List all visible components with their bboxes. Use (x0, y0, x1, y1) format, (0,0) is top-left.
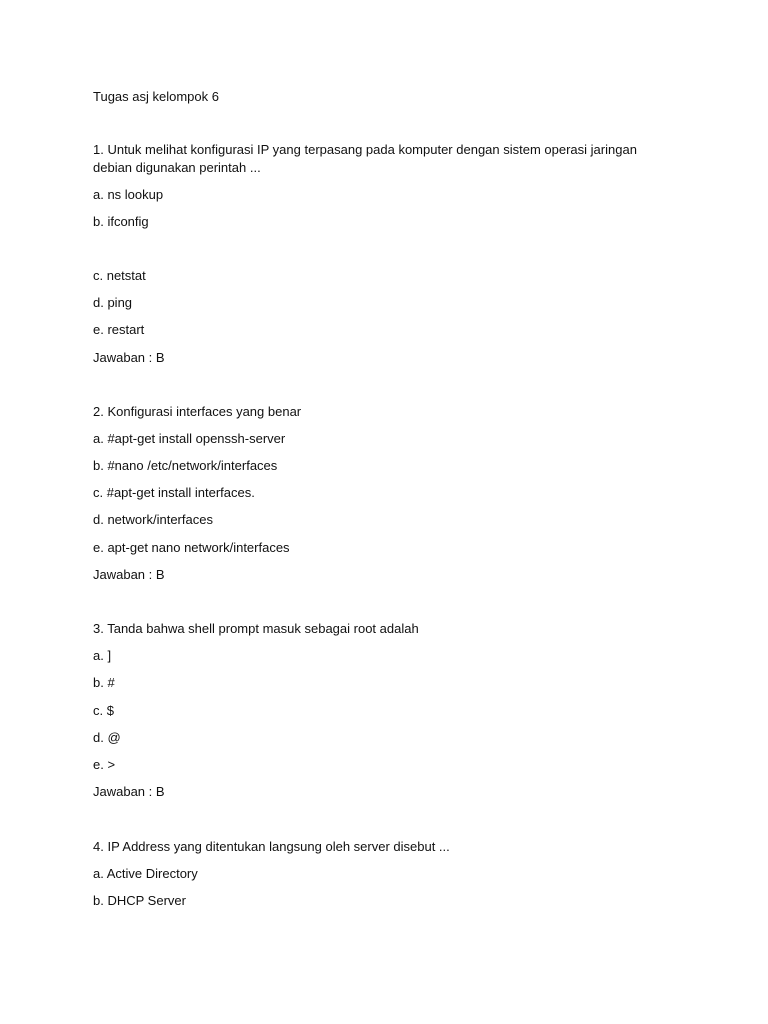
option-d: d. ping (93, 295, 133, 310)
option-e: e. > (93, 757, 116, 772)
option-e: e. apt-get nano network/interfaces (93, 540, 290, 555)
option-a: a. #apt-get install openssh-server (93, 431, 286, 446)
question-stem-line: debian digunakan perintah ... (93, 160, 261, 175)
question-stem-line: 2. Konfigurasi interfaces yang benar (93, 404, 302, 419)
option-b: b. DHCP Server (93, 893, 186, 908)
answer-line: Jawaban : B (93, 784, 165, 799)
option-c: c. #apt-get install interfaces. (93, 485, 255, 500)
option-d: d. network/interfaces (93, 512, 213, 527)
question-stem-line: 4. IP Address yang ditentukan langsung oleh server disebut ... (93, 839, 450, 854)
answer-line: Jawaban : B (93, 350, 165, 365)
answer-line: Jawaban : B (93, 567, 165, 582)
document-title: Tugas asj kelompok 6 (93, 89, 219, 104)
option-b: b. # (93, 675, 115, 690)
option-c: c. netstat (93, 268, 146, 283)
option-c: c. $ (93, 703, 114, 718)
option-a: a. ns lookup (93, 187, 164, 202)
option-a: a. ] (93, 648, 112, 663)
option-d: d. @ (93, 730, 121, 745)
option-a: a. Active Directory (93, 866, 198, 881)
option-b: b. ifconfig (93, 214, 149, 229)
question-stem-line: 3. Tanda bahwa shell prompt masuk sebagai root adalah (93, 621, 419, 636)
question-stem-line: 1. Untuk melihat konfigurasi IP yang terpasang pada komputer dengan sistem operasi jaringan (93, 142, 637, 157)
option-e: e. restart (93, 322, 145, 337)
option-b: b. #nano /etc/network/interfaces (93, 458, 278, 473)
